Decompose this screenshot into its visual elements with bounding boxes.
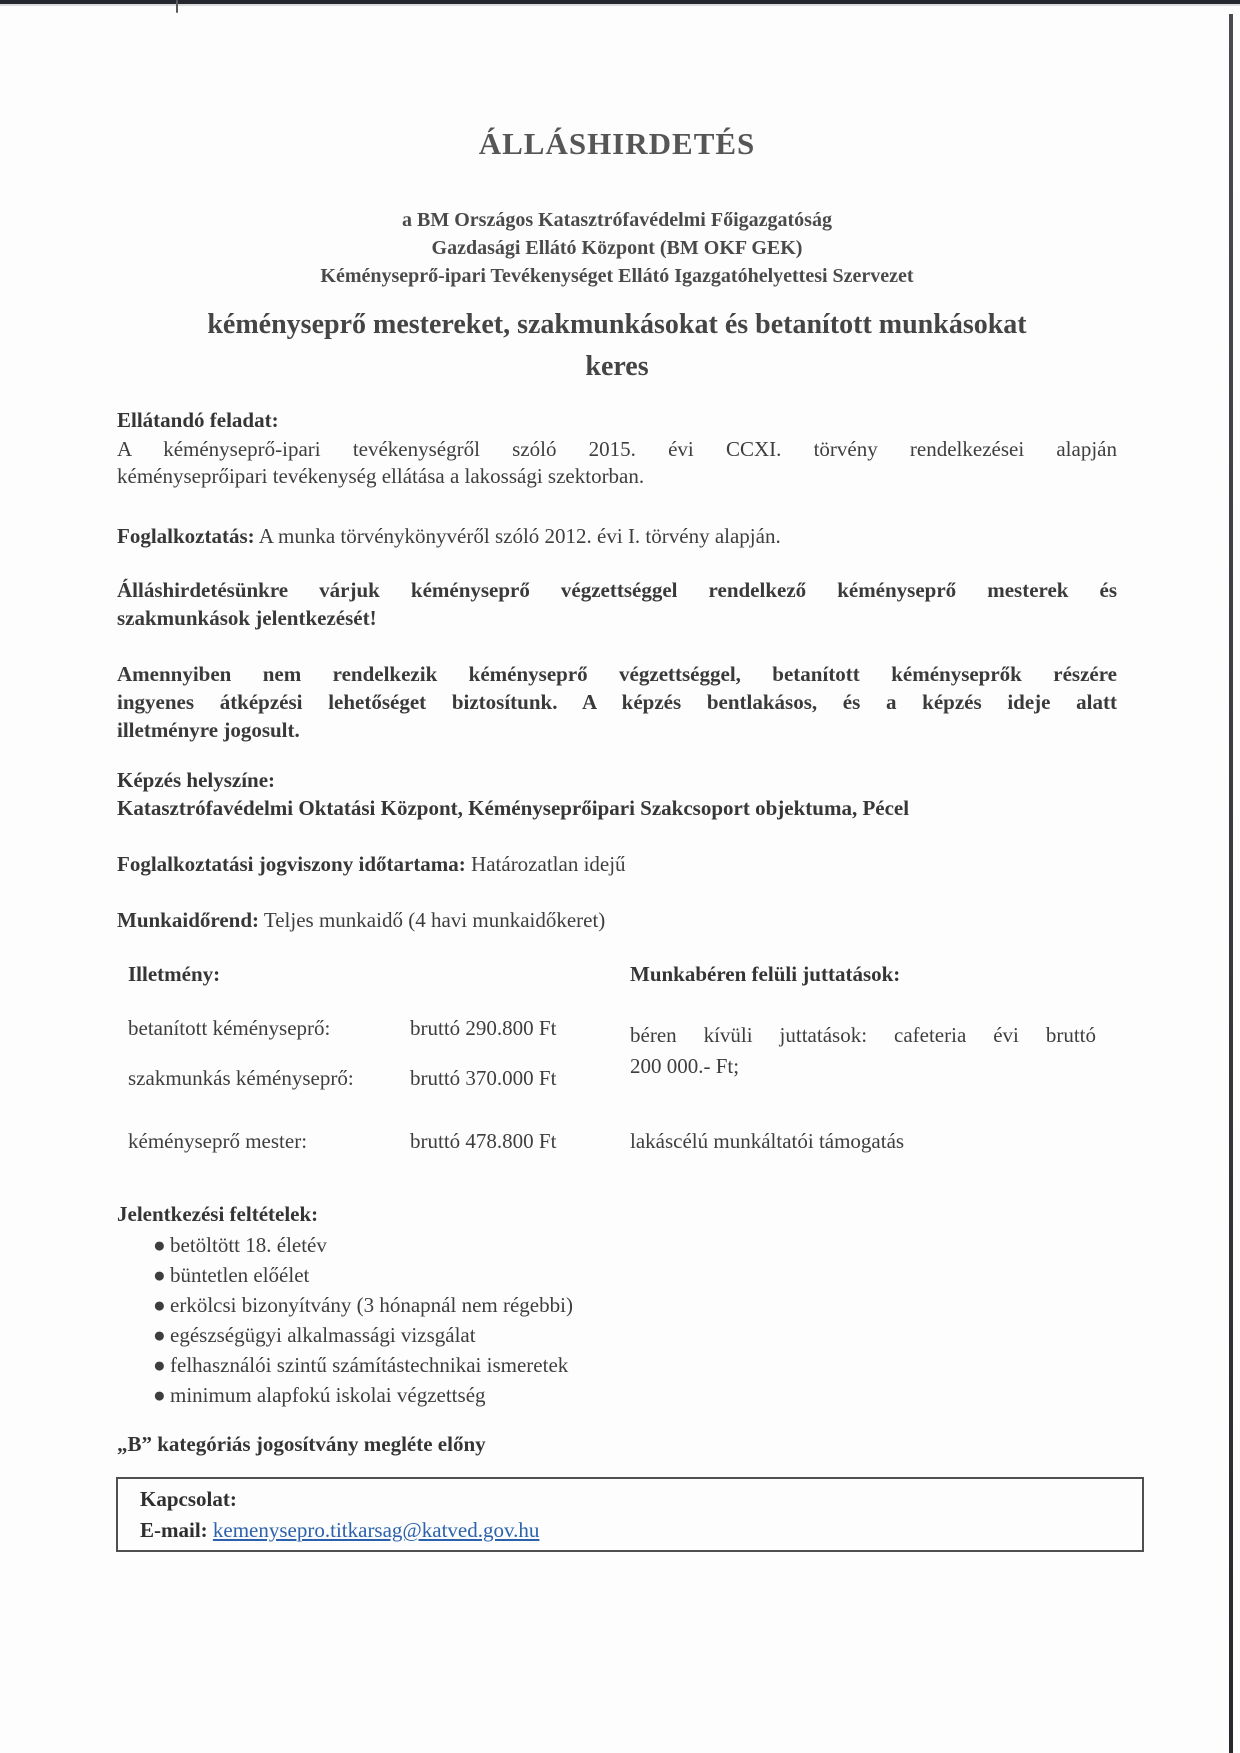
org-line-1: a BM Országos Katasztrófavédelmi Főigazgatóság	[402, 209, 832, 231]
task-line-2: kéményseprőipari tevékenység ellátása a lakossági szektorban.	[117, 464, 645, 488]
bullet-icon: ●	[153, 1293, 166, 1317]
section-schedule	[117, 908, 1117, 933]
benefits-header: Munkabéren felüli juttatások:	[630, 962, 901, 986]
section-training-label: Képzés helyszíne:	[117, 768, 276, 792]
schedule-label: Munkaidőrend:	[117, 908, 259, 932]
paragraph-retraining	[117, 660, 1117, 744]
salary-row-amount: bruttó 478.800 Ft	[410, 1129, 557, 1153]
page-title: ÁLLÁSHIRDETÉS	[478, 126, 756, 161]
duration-label: Foglalkoztatási jogviszony időtartama:	[117, 852, 466, 876]
benefit-cafeteria-line-1: béren kívüli juttatások: cafeteria évi bruttó	[630, 1023, 1096, 1047]
job-headline-line-1: kéményseprő mestereket, szakmunkásokat és betanított munkásokat	[207, 309, 1027, 340]
job-headline	[117, 304, 1117, 388]
requirement-text: erkölcsi bizonyítvány (3 hónapnál nem régebbi)	[170, 1293, 573, 1317]
section-requirements-label: Jelentkezési feltételek:	[117, 1202, 319, 1226]
contact-box	[116, 1477, 1144, 1552]
list-item	[117, 1380, 1117, 1410]
benefit-item-housing: lakáscélú munkáltatói támogatás	[630, 1129, 905, 1153]
job-headline-line-2: keres	[585, 351, 649, 382]
schedule-value: Teljes munkaidő (4 havi munkaidőkeret)	[259, 908, 606, 932]
retraining-line-2: ingyenes átképzési lehetőséget biztosítunk. A képzés bentlakásos, és a képzés ideje alatt	[117, 690, 1117, 714]
bullet-icon: ●	[153, 1263, 166, 1287]
requirement-text: minimum alapfokú iskolai végzettség	[170, 1383, 486, 1407]
list-item	[117, 1260, 1117, 1290]
scan-edge-top-shadow	[0, 4, 1240, 6]
requirement-text: felhasználói szintű számítástechnikai ismeretek	[170, 1353, 569, 1377]
contact-label: Kapcsolat:	[140, 1487, 237, 1511]
list-item	[117, 1230, 1117, 1260]
retraining-line-3: illetményre jogosult.	[117, 718, 300, 742]
training-location: Katasztrófavédelmi Oktatási Központ, Kéményseprőipari Szakcsoport objektuma, Pécel	[117, 796, 910, 820]
email-label: E-mail:	[140, 1518, 213, 1542]
section-duration	[117, 852, 1117, 877]
duration-value: Határozatlan idejű	[465, 852, 626, 876]
requirement-text: egészségügyi alkalmassági vizsgálat	[170, 1323, 476, 1347]
bullet-icon: ●	[153, 1233, 166, 1257]
organization-block	[117, 206, 1117, 290]
list-item	[117, 1320, 1117, 1350]
requirements-list	[117, 1230, 1117, 1410]
task-line-1: A kéményseprő-ipari tevékenységről szóló 2015. évi CCXI. törvény rendelkezései alapján	[117, 437, 1117, 461]
org-line-2: Gazdasági Ellátó Központ (BM OKF GEK)	[431, 237, 803, 259]
bullet-icon: ●	[153, 1383, 166, 1407]
section-task-label: Ellátandó feladat:	[117, 408, 279, 432]
benefit-cafeteria-line-2: 200 000.- Ft;	[630, 1054, 740, 1078]
list-item	[117, 1290, 1117, 1320]
bullet-icon: ●	[153, 1323, 166, 1347]
invite-line-1: Álláshirdetésünkre várjuk kéményseprő végzettséggel rendelkező kéményseprő mesterek és	[117, 578, 1117, 602]
contact-email-line	[140, 1515, 1142, 1546]
org-line-3: Kéményseprő-ipari Tevékenységet Ellátó Igazgatóhelyettesi Szervezet	[320, 265, 914, 287]
salary-row-amount: bruttó 290.800 Ft	[410, 1016, 557, 1040]
section-task-text	[117, 436, 1117, 490]
scan-edge-right	[1229, 14, 1233, 1753]
email-link[interactable]: kemenysepro.titkarsag@katved.gov.hu	[212, 1518, 540, 1542]
list-item	[117, 1350, 1117, 1380]
driving-licence-note: „B” kategóriás jogosítvány megléte előny	[117, 1432, 486, 1456]
salary-row-amount: bruttó 370.000 Ft	[410, 1066, 557, 1090]
compensation-header: Illetmény:	[128, 962, 221, 986]
salary-row-role: kéményseprő mester:	[128, 1129, 308, 1153]
salary-row-role: betanított kéményseprő:	[128, 1016, 331, 1040]
paragraph-invite	[117, 576, 1117, 632]
employment-text: A munka törvénykönyvéről szóló 2012. évi I. törvény alapján.	[254, 524, 781, 548]
retraining-line-1: Amennyiben nem rendelkezik kéményseprő végzettséggel, betanított kéményseprők részére	[117, 662, 1117, 686]
section-employment	[117, 524, 1117, 549]
invite-line-2: szakmunkások jelentkezését!	[117, 606, 377, 630]
benefit-item-cafeteria	[630, 1020, 1096, 1082]
salary-row-role: szakmunkás kéményseprő:	[128, 1066, 354, 1090]
employment-label: Foglalkoztatás:	[117, 524, 255, 548]
scan-mark	[176, 0, 178, 13]
requirement-text: betöltött 18. életév	[170, 1233, 327, 1257]
bullet-icon: ●	[153, 1353, 166, 1377]
requirement-text: büntetlen előélet	[170, 1263, 310, 1287]
